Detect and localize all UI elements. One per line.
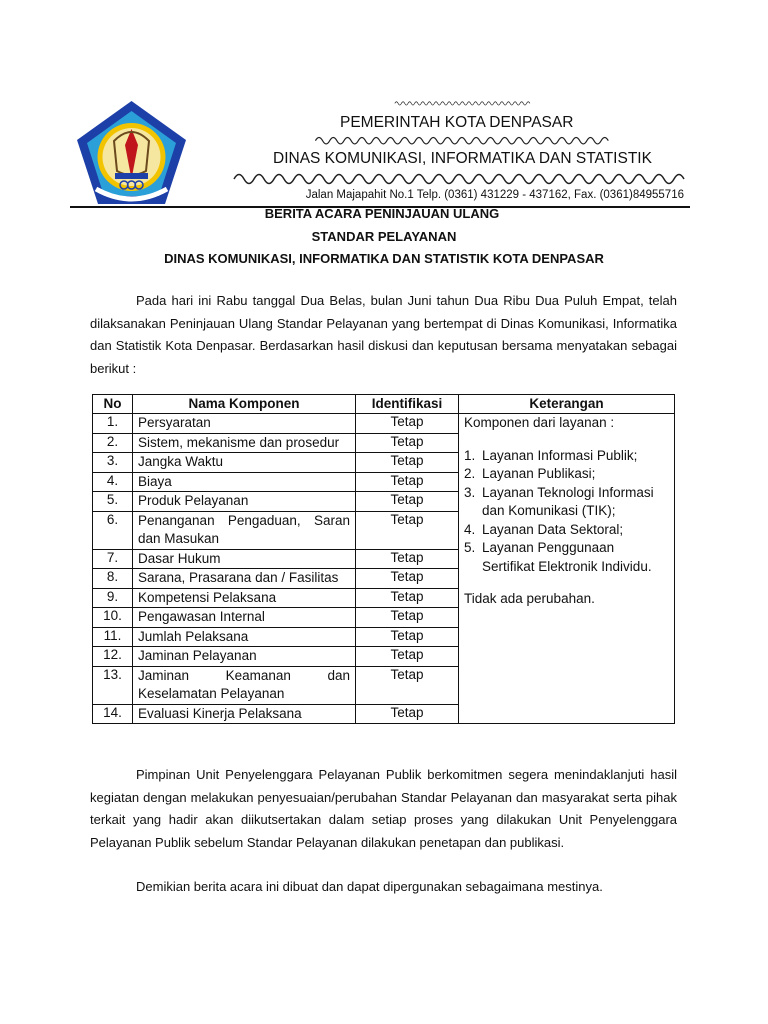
cell-identifikasi: Tetap <box>356 588 459 608</box>
cell-identifikasi: Tetap <box>356 627 459 647</box>
keterangan-item-number: 4. <box>464 521 476 537</box>
keterangan-list-item <box>464 539 669 576</box>
balinese-script-line-3 <box>232 170 688 186</box>
keterangan-closing: Tidak ada perubahan. <box>464 591 595 606</box>
cell-no: 10. <box>93 608 133 628</box>
cell-identifikasi: Tetap <box>356 433 459 453</box>
intro-paragraph: Pada hari ini Rabu tanggal Dua Belas, bulan Juni tahun Dua Ribu Dua Puluh Empat, telah dilaksanakan Peninjauan Ulang Standar Pelayanan yang bertempat di Dinas Komunikasi, Informatika dan Statistik Kota Denpasar. Berdasarkan hasil diskusi dan keputusan bersama menyatakan sebagai berikut : <box>90 293 677 376</box>
cell-no: 7. <box>93 549 133 569</box>
letterhead-address: Jalan Majapahit No.1 Telp. (0361) 431229 - 437162, Fax. (0361)84955716 <box>305 189 684 201</box>
document-title-line-1: BERITA ACARA PENINJAUAN ULANG <box>264 206 500 221</box>
cell-identifikasi: Tetap <box>356 704 459 724</box>
cell-no: 9. <box>93 588 133 608</box>
keterangan-list-item <box>464 447 669 466</box>
component-review-table <box>92 394 675 724</box>
cell-no: 5. <box>93 492 133 512</box>
keterangan-item-number: 3. <box>464 484 476 500</box>
cell-identifikasi: Tetap <box>356 453 459 473</box>
document-title-line-3: DINAS KOMUNIKASI, INFORMATIKA DAN STATISTIK KOTA DENPASAR <box>164 251 604 266</box>
cell-nama-komponen: Jumlah Pelaksana <box>133 627 356 647</box>
cell-no: 8. <box>93 569 133 589</box>
cell-no: 3. <box>93 453 133 473</box>
keterangan-item-text: Layanan Publikasi; <box>482 466 596 481</box>
cell-nama-komponen: Sistem, mekanisme dan prosedur <box>133 433 356 453</box>
cell-identifikasi: Tetap <box>356 608 459 628</box>
cell-nama-komponen: Jangka Waktu <box>133 453 356 473</box>
keterangan-item-text: Layanan Informasi Publik; <box>482 447 638 463</box>
header-nama-komponen: Nama Komponen <box>133 395 356 414</box>
cell-identifikasi: Tetap <box>356 414 459 434</box>
header-no: No <box>93 395 133 414</box>
cell-identifikasi: Tetap <box>356 472 459 492</box>
cell-no: 14. <box>93 704 133 724</box>
cell-nama-komponen: Biaya <box>133 472 356 492</box>
header-keterangan: Keterangan <box>459 395 675 414</box>
table-row <box>93 414 675 434</box>
cell-keterangan <box>459 414 675 724</box>
cell-identifikasi: Tetap <box>356 511 459 549</box>
city-emblem-logo <box>74 99 189 207</box>
cell-nama-komponen: Persyaratan <box>133 414 356 434</box>
cell-identifikasi: Tetap <box>356 647 459 667</box>
keterangan-list-item <box>464 465 669 484</box>
keterangan-item-text: Layanan Penggunaan Sertifikat Elektronik Individu. <box>482 540 652 574</box>
table-header-row <box>93 395 675 414</box>
keterangan-list-item <box>464 484 669 521</box>
keterangan-item-text: Layanan Teknologi Informasi dan Komunikasi (TIK); <box>482 484 654 518</box>
closing-paragraph: Demikian berita acara ini dibuat dan dapat dipergunakan sebagaimana mestinya. <box>136 879 603 894</box>
cell-nama-komponen: Produk Pelayanan <box>133 492 356 512</box>
cell-nama-komponen: Penanganan Pengaduan, Saran dan Masukan <box>133 511 356 549</box>
cell-nama-komponen: Kompetensi Pelaksana <box>133 588 356 608</box>
cell-no: 11. <box>93 627 133 647</box>
letterhead-title-government: PEMERINTAH KOTA DENPASAR <box>340 114 574 131</box>
cell-identifikasi: Tetap <box>356 666 459 704</box>
cell-no: 12. <box>93 647 133 667</box>
balinese-script-line-1 <box>394 96 534 110</box>
cell-no: 4. <box>93 472 133 492</box>
cell-identifikasi: Tetap <box>356 569 459 589</box>
cell-nama-komponen: Jaminan Pelayanan <box>133 647 356 667</box>
document-title-line-2: STANDAR PELAYANAN <box>311 229 457 244</box>
balinese-script-line-2 <box>314 132 614 148</box>
keterangan-list-item <box>464 521 669 540</box>
cell-no: 2. <box>93 433 133 453</box>
cell-identifikasi: Tetap <box>356 492 459 512</box>
keterangan-item-number: 2. <box>464 466 476 481</box>
cell-no: 13. <box>93 666 133 704</box>
keterangan-item-number: 1. <box>464 447 476 463</box>
cell-nama-komponen: Jaminan Keamanan dan Keselamatan Pelayanan <box>133 666 356 704</box>
letterhead-title-agency: DINAS KOMUNIKASI, INFORMATIKA DAN STATISTIK <box>273 150 652 167</box>
cell-nama-komponen: Dasar Hukum <box>133 549 356 569</box>
cell-nama-komponen: Evaluasi Kinerja Pelaksana <box>133 704 356 724</box>
cell-nama-komponen: Sarana, Prasarana dan / Fasilitas <box>133 569 356 589</box>
keterangan-list <box>464 447 669 577</box>
keterangan-intro: Komponen dari layanan : <box>464 415 615 430</box>
cell-identifikasi: Tetap <box>356 549 459 569</box>
commitment-paragraph: Pimpinan Unit Penyelenggara Pelayanan Publik berkomitmen segera menindaklanjuti hasil kegiatan dengan melakukan penyesuaian/perubahan Standar Pelayanan dan masyarakat serta pihak terkait yang hadir akan diikutsertakan dalam setiap proses yang dilakukan Unit Penyelenggara Pelayanan Publik sebelum Standar Pelayanan dilakukan penetapan dan publikasi. <box>90 767 677 850</box>
header-identifikasi: Identifikasi <box>356 395 459 414</box>
keterangan-item-text: Layanan Data Sektoral; <box>482 521 624 537</box>
cell-nama-komponen: Pengawasan Internal <box>133 608 356 628</box>
keterangan-item-number: 5. <box>464 540 476 555</box>
cell-no: 1. <box>93 414 133 434</box>
cell-no: 6. <box>93 511 133 549</box>
